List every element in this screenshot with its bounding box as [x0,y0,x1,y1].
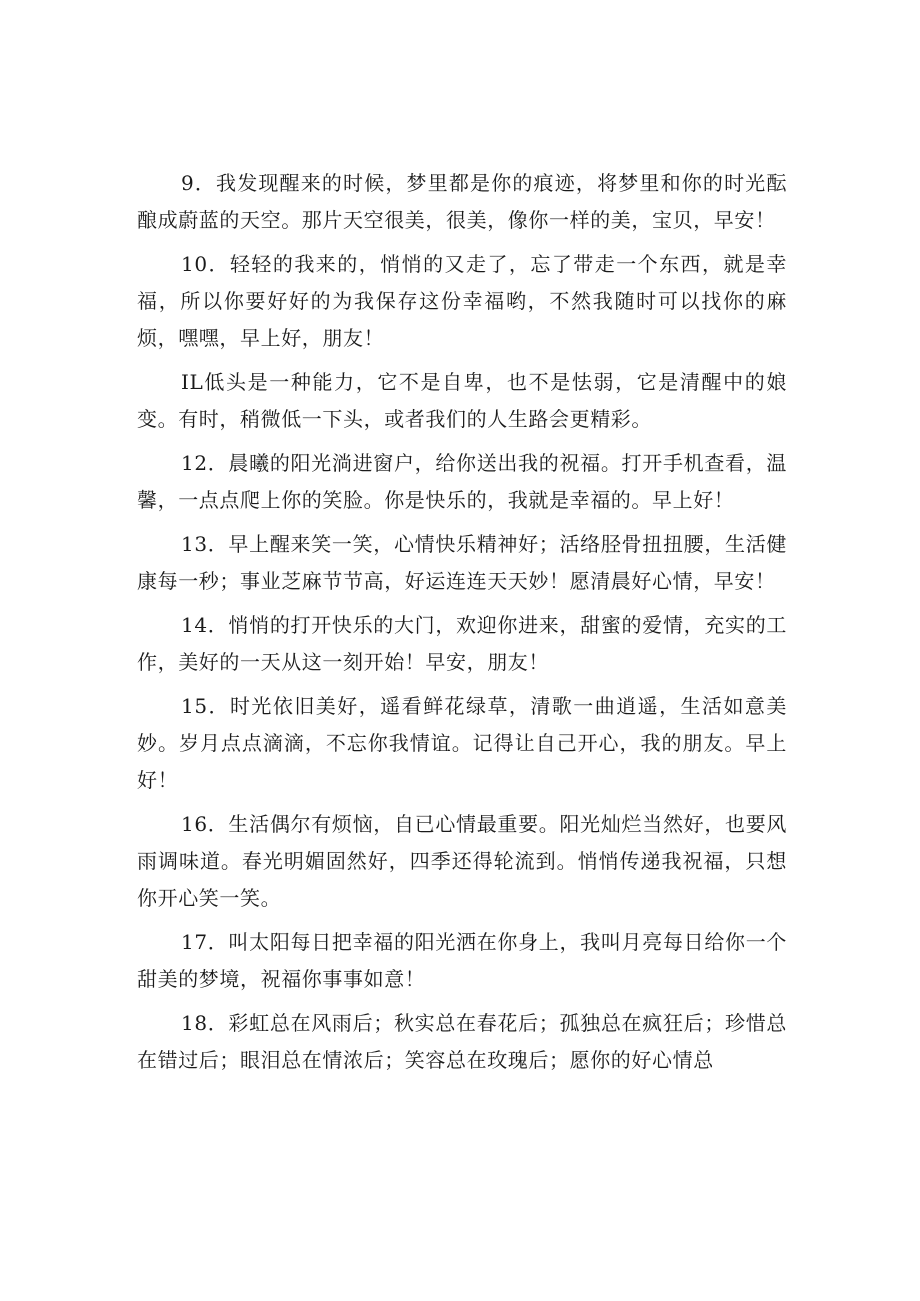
paragraph-16: 16．生活偶尔有烦恼，自已心情最重要。阳光灿烂当然好，也要风雨调味道。春光明媚固然好，四季还得轮流到。悄悄传递我祝福，只想你开心笑一笑。 [137,812,787,910]
paragraph-17: 17．叫太阳每日把幸福的阳光洒在你身上，我叫月亮每日给你一个甜美的梦境，祝福你事事如意！ [137,930,787,991]
paragraph-11: IL低头是一种能力，它不是自卑，也不是怯弱，它是清醒中的娘变。有时，稍微低一下头，或者我们的人生路会更精彩。 [137,370,787,431]
paragraph-15: 15．时光依旧美好，遥看鲜花绿草，清歌一曲逍遥，生活如意美妙。岁月点点滴滴，不忘你我情谊。记得让自己开心，我的朋友。早上好！ [137,694,787,792]
paragraph-14: 14．悄悄的打开快乐的大门，欢迎你进来，甜蜜的爱情，充实的工作，美好的一天从这一刻开始！早安，朋友！ [137,613,787,674]
document-body [137,165,787,1086]
paragraph-18: 18．彩虹总在风雨后；秋实总在春花后；孤独总在疯狂后；珍惜总在错过后；眼泪总在情浓后；笑容总在玫瑰后；愿你的好心情总 [137,1011,787,1072]
paragraph-10: 10．轻轻的我来的，悄悄的又走了，忘了带走一个东西，就是幸福，所以你要好好的为我保存这份幸福哟，不然我随时可以找你的麻烦，嘿嘿，早上好，朋友！ [137,252,787,350]
paragraph-12: 12．晨曦的阳光淌进窗户，给你送出我的祝福。打开手机查看，温馨，一点点爬上你的笑脸。你是快乐的，我就是幸福的。早上好！ [137,451,787,512]
paragraph-13: 13．早上醒来笑一笑，心情快乐精神好；活络胫骨扭扭腰，生活健康每一秒；事业芝麻节节高，好运连连天天妙！愿清晨好心情，早安！ [137,532,787,593]
paragraph-9: 9．我发现醒来的时候，梦里都是你的痕迹，将梦里和你的时光酝酿成蔚蓝的天空。那片天空很美，很美，像你一样的美，宝贝，早安！ [137,171,787,232]
